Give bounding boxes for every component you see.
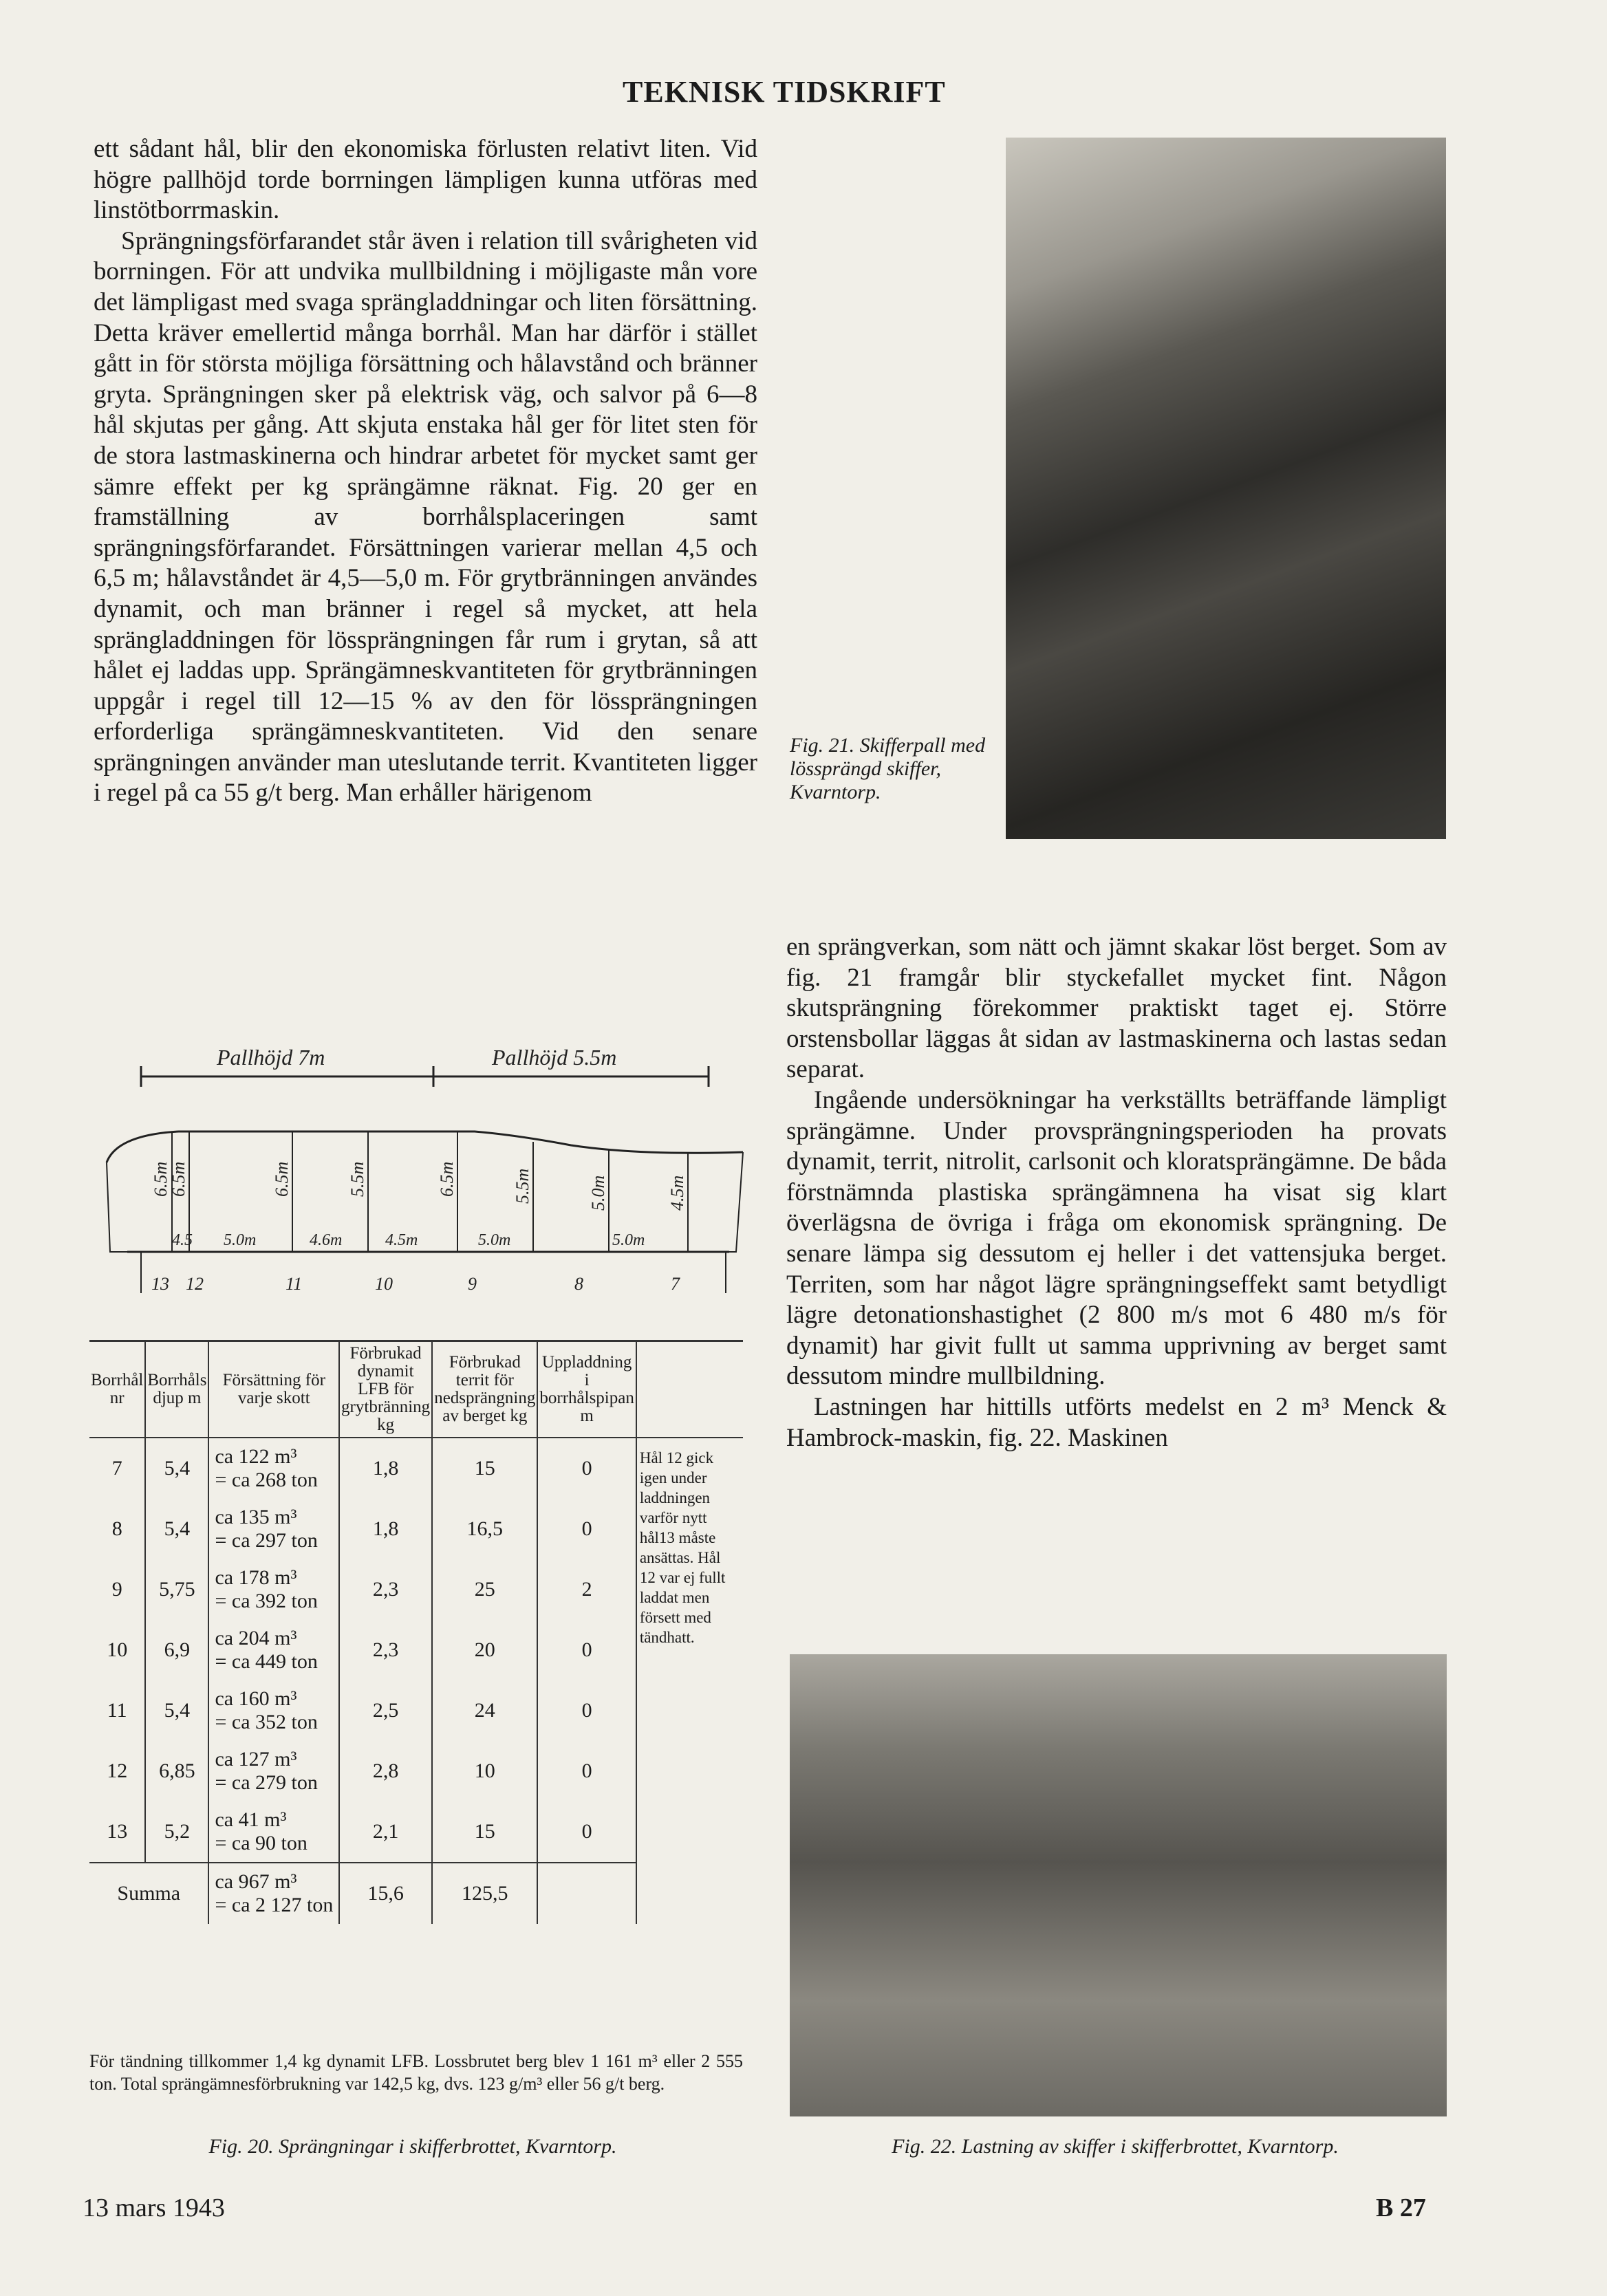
volume-m3: ca 178 m³ [215, 1566, 297, 1589]
cell-charging: 0 [537, 1801, 636, 1863]
depth-label: 4.5m [667, 1175, 687, 1211]
cell-volume [208, 1863, 339, 1924]
cell-charging: 0 [537, 1499, 636, 1559]
volume-ton: = ca 392 ton [215, 1590, 318, 1612]
depth-label: 6.5m [272, 1161, 292, 1197]
spacing-label: 4.5m [385, 1231, 418, 1249]
cell-depth: 5,4 [145, 1680, 208, 1741]
cell-hole-nr: 9 [111, 1578, 122, 1601]
column-header: Borrhåls djup m [145, 1341, 208, 1438]
cell-volume [208, 1559, 339, 1620]
cell-territ: 25 [432, 1559, 537, 1620]
column-header: Förbrukad dynamit LFB för grytbränning kg [339, 1341, 432, 1438]
hole-number: 10 [375, 1274, 393, 1294]
table-note: För tändning tillkommer 1,4 kg dynamit LFB. Lossbrutet berg blev 1 161 m³ eller 2 555 ton. Total sprängämnesförbrukning var 142,5 kg, dvs. 123 g/m³ eller 56 g/t berg. [89, 2051, 743, 2094]
figure-caption: Fig. 20. Sprängningar i skifferbrottet, Kvarntorp. [208, 2135, 617, 2158]
cell-volume [208, 1620, 339, 1680]
cell-depth: 5,75 [145, 1559, 208, 1620]
volume-m3: ca 127 m³ [215, 1748, 297, 1770]
cell-charging: 0 [537, 1741, 636, 1801]
cell-territ: 125,5 [432, 1863, 537, 1924]
depth-label: 5.0m [588, 1175, 608, 1211]
figure-caption: Fig. 21. Skifferpall med lössprängd skiffer, Kvarntorp. [790, 734, 986, 803]
cell-territ: 15 [432, 1438, 537, 1499]
cell-dynamite: 1,8 [339, 1438, 432, 1499]
volume-m3: ca 967 m³ [215, 1870, 297, 1893]
cell-dynamite: 15,6 [339, 1863, 432, 1924]
hole-number: 8 [574, 1274, 583, 1294]
photo-excavator-loading [790, 1654, 1447, 2116]
cell-hole-nr: 10 [107, 1638, 128, 1661]
cell-depth: 5,2 [145, 1801, 208, 1863]
volume-m3: ca 160 m³ [215, 1687, 297, 1710]
pallhojd-left-label: Pallhöjd 7m [217, 1045, 325, 1070]
cell-territ: 15 [432, 1801, 537, 1863]
cell-hole-nr: 12 [107, 1759, 128, 1782]
cell-dynamite: 2,8 [339, 1741, 432, 1801]
volume-ton: = ca 279 ton [215, 1771, 318, 1794]
cell-depth: 5,4 [145, 1499, 208, 1559]
cell-hole-nr: 7 [111, 1457, 122, 1480]
spacing-label: 5.0m [224, 1231, 257, 1249]
column-header: Förbrukad territ för nedsprängning av berget kg [432, 1341, 537, 1438]
table-row [89, 1741, 743, 1801]
volume-m3: ca 204 m³ [215, 1627, 297, 1649]
cell-hole-nr: 8 [111, 1517, 122, 1540]
cell-charging: 0 [537, 1620, 636, 1680]
volume-ton: = ca 268 ton [215, 1469, 318, 1491]
cell-volume [208, 1801, 339, 1863]
cell-charging [537, 1863, 636, 1924]
cell-volume [208, 1499, 339, 1559]
cell-hole-nr: 13 [107, 1820, 128, 1843]
table-row [89, 1438, 743, 1499]
left-text-column [94, 134, 757, 809]
spacing-label: 4.6m [310, 1231, 343, 1249]
volume-ton: = ca 2 127 ton [215, 1894, 334, 1916]
cell-territ: 20 [432, 1620, 537, 1680]
cell-dynamite: 2,3 [339, 1559, 432, 1620]
spacing-label: 4.5 [172, 1231, 193, 1249]
cell-volume [208, 1438, 339, 1499]
depth-label: 6.5m [437, 1161, 457, 1197]
blasting-table [89, 1340, 743, 1924]
photo-shale-bench [1006, 138, 1446, 839]
figure-caption: Fig. 22. Lastning av skiffer i skifferbrottet, Kvarntorp. [892, 2135, 1339, 2158]
volume-m3: ca 41 m³ [215, 1808, 287, 1831]
cell-territ: 10 [432, 1741, 537, 1801]
spacing-label: 5.0m [478, 1231, 511, 1249]
hole-number: 11 [285, 1274, 303, 1294]
column-header: Försättning för varje skott [208, 1341, 339, 1438]
cell-depth: 6,85 [145, 1741, 208, 1801]
paragraph: en sprängverkan, som nätt och jämnt skakar löst berget. Som av fig. 21 framgår blir styckefallet mycket fint. Någon skutsprängning förekommer praktiskt taget ej. Större orstensbollar läggas åt sidan av lastmaskinerna och lastas sedan separat. [786, 933, 1447, 1084]
hole-number: 9 [468, 1274, 477, 1294]
depth-label: 6.5m [169, 1161, 188, 1197]
right-text-column [786, 932, 1447, 1453]
paragraph: Ingående undersökningar ha verkställts beträffande lämpligt sprängämne. Under provsprängningsperioden ha provats dynamit, territ, nitrolit, carlsonit och kloratsprängämne. De båda förstnämnda plastiska sprängämnena ha visat sig klart överlägsna de övriga i fråga om ekonomisk sprängning. De senare lämpa sig dessutom ej heller i det vattensjuka berget. Territen, som har något lägre sprängningseffekt samt betydligt lägre detonationshastighet (2 800 m/s mot 6 480 m/s för dynamit) har givit fullt ut samma upprivning av berget samt dessutom mindre mullbildning. [786, 1085, 1447, 1391]
volume-m3: ca 135 m³ [215, 1506, 297, 1528]
cell-volume [208, 1680, 339, 1741]
column-header: Uppladdning i borrhålspipan m [537, 1341, 636, 1438]
column-header: Borrhål nr [89, 1341, 145, 1438]
cell-depth: 6,9 [145, 1620, 208, 1680]
cell-charging: 0 [537, 1680, 636, 1741]
pallhojd-right-label: Pallhöjd 5.5m [492, 1045, 617, 1070]
cell-dynamite: 2,3 [339, 1620, 432, 1680]
paragraph: Lastningen har hittills utförts medelst en 2 m³ Menck & Hambrock-maskin, fig. 22. Maskinen [786, 1392, 1447, 1452]
volume-ton: = ca 449 ton [215, 1650, 318, 1673]
depth-label: 5.5m [347, 1161, 367, 1197]
table-header-row [89, 1341, 743, 1438]
journal-header: TEKNISK TIDSKRIFT [623, 75, 946, 109]
cell-empty [636, 1741, 743, 1924]
cell-dynamite: 2,5 [339, 1680, 432, 1741]
cell-territ: 24 [432, 1680, 537, 1741]
paragraph: Sprängningsförfarandet står även i relation till svårigheten vid borrningen. För att undvika mullbildning i möjligaste mån vore det lämpligast med svaga sprängladdningar och liten försättning. Detta kräver emellertid många borrhål. Man har därför i stället gått in för största möjliga försättning och hålavstånd och bränner gryta. Sprängningen sker på elektrisk väg, och salvor på 6—8 hål skjutas per gång. Att skjuta enstaka hål ger för litet sten för de stora lastmaskinerna och hindrar arbetet för mycket samt ger sämre effekt per kg sprängämne räknat. Fig. 20 ger en framställning av borrhålsplaceringen samt sprängningsförfarandet. Försättningen varierar mellan 4,5 och 6,5 m; hålavståndet är 4,5—5,0 m. För grytbränningen användes dynamit, och man bränner i regel så mycket, att hela sprängladdningen för lössprängningen får rum i grytan, så att hålet ej laddas upp. Sprängämneskvantiteten för grytbränningen uppgår i regel till 12—15 % av den för lössprängningen erforderliga sprängämneskvantiteten. Vid den senare sprängningen använder man uteslutande territ. Kvantiteten ligger i regel på ca 55 g/t berg. Man erhåller härigenom [94, 226, 757, 808]
cell-remark: Hål 12 gick igen under laddningen varför nytt hål13 måste ansättas. Hål 12 var ej fullt laddat men försett med tändhatt. [636, 1438, 743, 1741]
column-header [636, 1341, 743, 1438]
borehole-diagram [89, 1032, 750, 1307]
depth-label: 6.5m [151, 1161, 171, 1197]
hole-number: 7 [671, 1274, 680, 1294]
volume-ton: = ca 297 ton [215, 1529, 318, 1552]
cell-depth: 5,4 [145, 1438, 208, 1499]
cell-dynamite: 2,1 [339, 1801, 432, 1863]
volume-m3: ca 122 m³ [215, 1445, 297, 1468]
page-number: B 27 [1376, 2194, 1426, 2222]
cell-hole-nr: 11 [107, 1699, 127, 1722]
volume-ton: = ca 352 ton [215, 1711, 318, 1733]
cell-volume [208, 1741, 339, 1801]
volume-ton: = ca 90 ton [215, 1832, 308, 1854]
depth-label: 5.5m [513, 1168, 532, 1204]
paragraph: ett sådant hål, blir den ekonomiska förlusten relativt liten. Vid högre pallhöjd torde borrningen lämpligen kunna utföras med linstötborrmaskin. [94, 135, 757, 225]
issue-date: 13 mars 1943 [83, 2194, 225, 2222]
cell-charging: 2 [537, 1559, 636, 1620]
hole-number: 13 [151, 1274, 169, 1294]
cell-sum-label: Summa [89, 1863, 208, 1924]
spacing-label: 5.0m [612, 1231, 645, 1249]
cell-charging: 0 [537, 1438, 636, 1499]
hole-number: 12 [186, 1274, 204, 1294]
cell-dynamite: 1,8 [339, 1499, 432, 1559]
cell-territ: 16,5 [432, 1499, 537, 1559]
